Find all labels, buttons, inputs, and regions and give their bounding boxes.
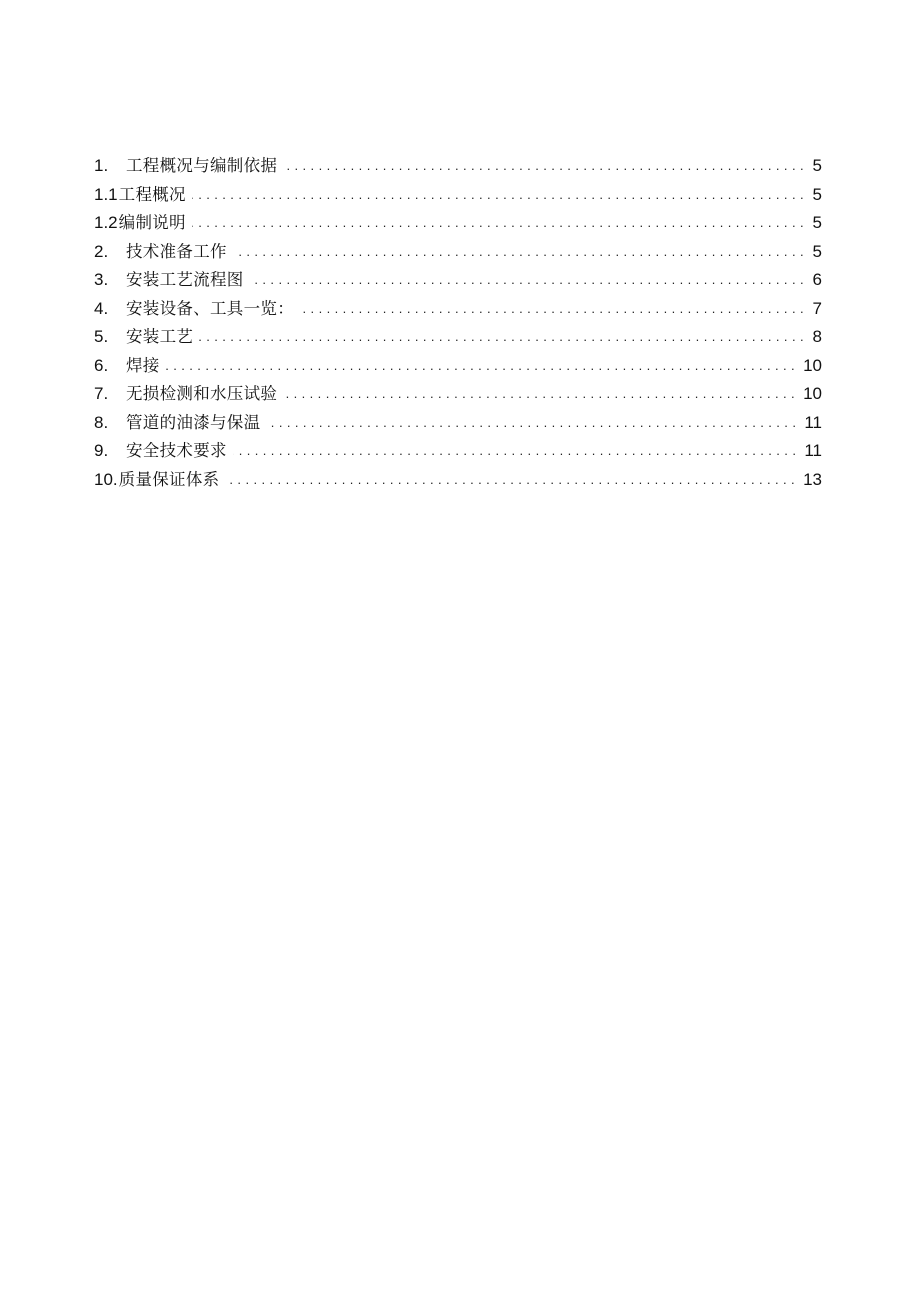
toc-entry-page: 10 [803,384,822,403]
toc-entry[interactable] [94,437,822,466]
toc-entry[interactable] [94,323,822,352]
toc-entry-page: 5 [812,241,822,261]
toc-entry-number: 9. [94,441,109,460]
toc-entry-title: 安装设备、工具一览： [126,298,294,318]
toc-entry[interactable] [94,380,822,409]
toc-entry-page: 5 [812,156,822,175]
toc-entry-title: 质量保证体系 [118,469,220,489]
toc-entry[interactable] [94,295,822,324]
toc-entry-number: 1.1 [94,184,118,204]
toc-entry-page: 6 [812,270,822,289]
table-of-contents [94,152,822,494]
toc-entry-number: 1. [94,156,109,175]
toc-entry-number: 7. [94,384,109,403]
dot-leader [300,295,804,324]
toc-entry[interactable] [94,152,822,181]
toc-entry[interactable] [94,466,822,495]
toc-entry[interactable] [94,181,822,210]
toc-entry-page: 8 [812,327,822,346]
toc-entry-page: 5 [812,184,822,204]
toc-entry[interactable] [94,238,822,267]
toc-entry[interactable] [94,209,822,238]
toc-entry-title: 安装工艺 [126,327,194,346]
toc-entry-page: 5 [812,213,822,232]
toc-entry[interactable] [94,266,822,295]
toc-entry-page: 11 [804,412,822,432]
toc-entry-number: 8. [94,412,109,432]
toc-entry-number: 3. [94,270,109,289]
dot-leader [283,380,795,409]
toc-entry-number: 5. [94,327,109,346]
toc-entry-title: 安装工艺流程图 [126,270,244,289]
toc-entry-number: 1.2 [94,213,118,232]
toc-entry-number: 6. [94,355,109,375]
dot-leader [166,352,795,381]
dot-leader [233,437,797,466]
toc-entry-title: 安全技术要求 [126,441,227,460]
toc-entry-title: 无损检测和水压试验 [126,384,278,403]
toc-entry-page: 13 [803,469,822,489]
dot-leader [199,323,804,352]
dot-leader [283,152,804,181]
toc-entry-title: 工程概况 [118,184,186,204]
dot-leader [233,238,804,267]
toc-entry[interactable] [94,409,822,438]
toc-entry-number: 10. [94,469,118,489]
toc-entry-title: 技术准备工作 [126,241,227,261]
toc-entry-page: 10 [803,355,822,375]
dot-leader [266,409,796,438]
toc-entry-number: 4. [94,298,109,318]
toc-entry-title: 编制说明 [118,213,186,232]
toc-entry-title: 管道的油漆与保温 [126,412,261,432]
toc-entry-page: 7 [812,298,822,318]
toc-entry-title: 工程概况与编制依据 [126,156,278,175]
dot-leader [192,209,804,238]
toc-entry-title: 焊接 [126,355,160,375]
dot-leader [192,181,804,210]
dot-leader [250,266,804,295]
toc-entry-page: 11 [804,441,822,460]
toc-entry[interactable] [94,352,822,381]
dot-leader [225,466,795,495]
toc-entry-number: 2. [94,241,109,261]
